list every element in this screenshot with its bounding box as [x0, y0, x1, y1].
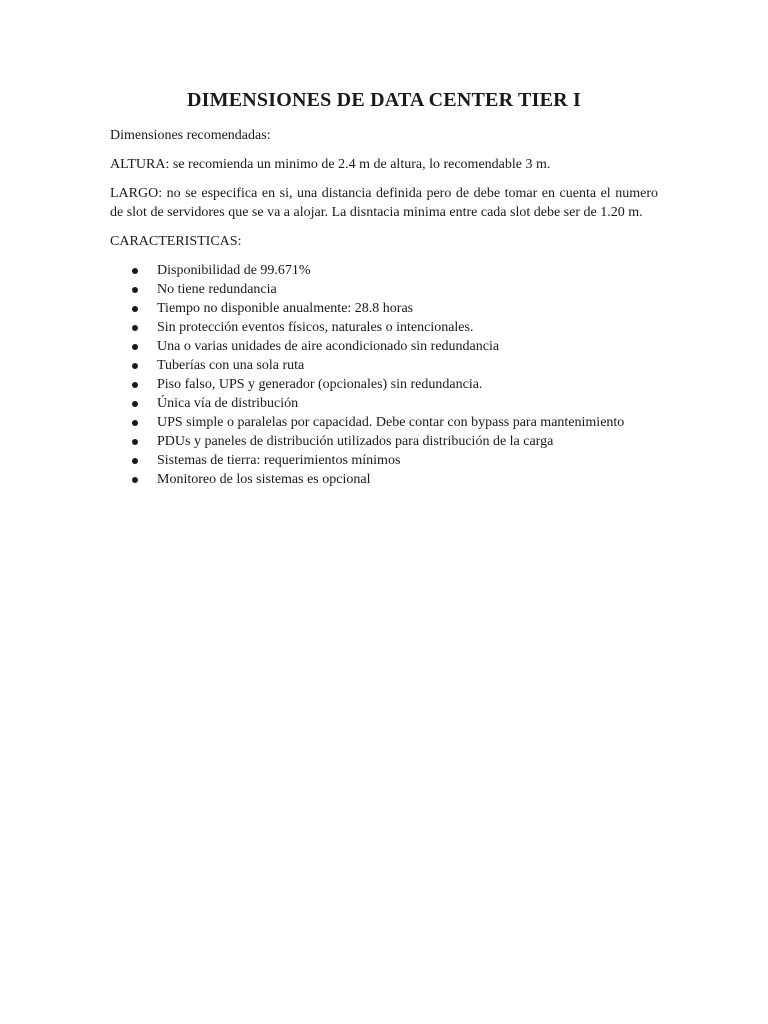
- bullet-icon: [132, 287, 138, 293]
- altura-paragraph: ALTURA: se recomienda un minimo de 2.4 m de altura, lo recomendable 3 m.: [110, 157, 551, 172]
- list-item-text: Sistemas de tierra: requerimientos mínimos: [157, 453, 401, 468]
- list-item-text: No tiene redundancia: [157, 282, 277, 297]
- list-item-text: Tiempo no disponible anualmente: 28.8 horas: [157, 301, 414, 316]
- list-item: [110, 394, 658, 413]
- bullet-icon: [132, 363, 138, 369]
- caracteristicas-list: [110, 261, 658, 489]
- bullet-icon: [132, 439, 138, 445]
- caracteristicas-heading: CARACTERISTICAS:: [110, 234, 242, 249]
- bullet-icon: [132, 420, 138, 426]
- bullet-icon: [132, 325, 138, 331]
- list-item-text: PDUs y paneles de distribución utilizados para distribución de la carga: [157, 434, 554, 449]
- list-item-text: Única vía de distribución: [157, 396, 299, 411]
- list-item: [110, 432, 658, 451]
- bullet-icon: [132, 401, 138, 407]
- list-item-text: Tuberías con una sola ruta: [157, 358, 305, 373]
- bullet-icon: [132, 382, 138, 388]
- list-item: [110, 375, 658, 394]
- bullet-icon: [132, 458, 138, 464]
- list-item-text: Piso falso, UPS y generador (opcionales) sin redundancia.: [157, 377, 483, 392]
- largo-paragraph: LARGO: no se especifica en si, una distancia definida pero de debe tomar en cuenta el numero de slot de servidores que se va a alojar. La disntacia minima entre cada slot debe ser de 1.20 m.: [110, 186, 658, 220]
- list-item-text: Una o varias unidades de aire acondicionado sin redundancia: [157, 339, 500, 354]
- intro-paragraph: Dimensiones recomendadas:: [110, 128, 271, 143]
- list-item: [110, 470, 658, 489]
- list-item-text: Disponibilidad de 99.671%: [157, 263, 311, 278]
- list-item: [110, 413, 658, 432]
- list-item-text: Sin protección eventos físicos, naturales o intencionales.: [157, 320, 474, 335]
- list-item: [110, 261, 658, 280]
- bullet-icon: [132, 344, 138, 350]
- bullet-icon: [132, 268, 138, 274]
- bullet-icon: [132, 306, 138, 312]
- document-page: [110, 86, 658, 489]
- list-item: [110, 318, 658, 337]
- list-item-text: UPS simple o paralelas por capacidad. Debe contar con bypass para mantenimiento: [157, 415, 625, 430]
- list-item: [110, 299, 658, 318]
- list-item: [110, 356, 658, 375]
- list-item: [110, 280, 658, 299]
- bullet-icon: [132, 477, 138, 483]
- list-item: [110, 337, 658, 356]
- list-item-text: Monitoreo de los sistemas es opcional: [157, 472, 371, 487]
- list-item: [110, 451, 658, 470]
- document-title: DIMENSIONES DE DATA CENTER TIER I: [187, 89, 581, 111]
